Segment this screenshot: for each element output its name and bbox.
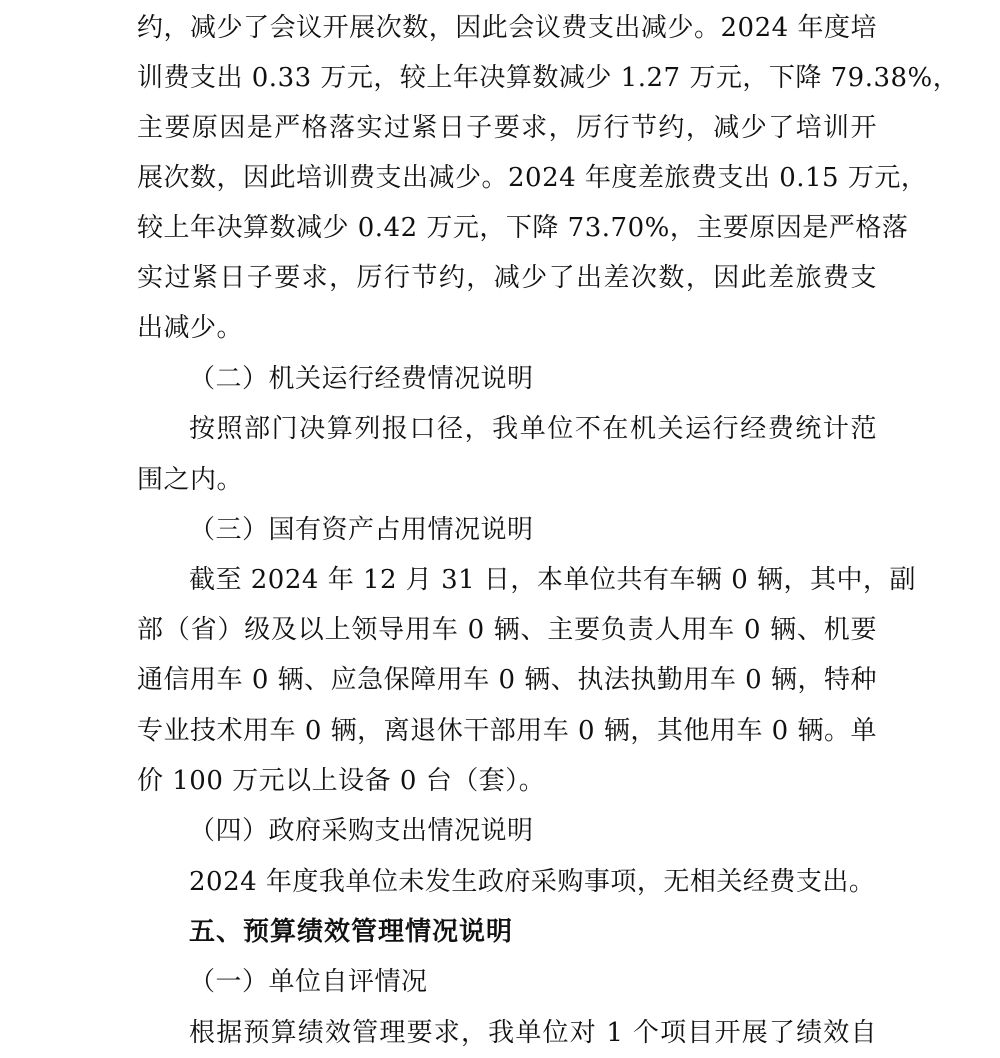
paragraph-line: 截至 2024 年 12 月 31 日，本单位共有车辆 0 辆，其中，副 — [189, 565, 916, 595]
paragraph-line: 约，减少了会议开展次数，因此会议费支出减少。2024 年度培 — [137, 13, 877, 43]
paragraph-line: 按照部门决算列报口径，我单位不在机关运行经费统计范 — [189, 414, 877, 444]
paragraph-line: 2024 年度我单位未发生政府采购事项，无相关经费支出。 — [189, 867, 876, 897]
paragraph-line: 价 100 万元以上设备 0 台（套）。 — [137, 766, 546, 796]
paragraph-line: 训费支出 0.33 万元，较上年决算数减少 1.27 万元，下降 79.38%， — [137, 63, 960, 93]
section-heading: （四）政府采购支出情况说明 — [189, 816, 534, 846]
paragraph-line: 围之内。 — [137, 465, 244, 495]
paragraph-line: 专业技术用车 0 辆，离退休干部用车 0 辆，其他用车 0 辆。单 — [137, 716, 877, 746]
paragraph-line: 较上年决算数减少 0.42 万元，下降 73.70%，主要原因是严格落 — [137, 213, 909, 243]
paragraph-line: 出减少。 — [137, 313, 244, 343]
paragraph-line: 实过紧日子要求，厉行节约，减少了出差次数，因此差旅费支 — [137, 263, 877, 293]
paragraph-line: 根据预算绩效管理要求，我单位对 1 个项目开展了绩效自 — [189, 1018, 877, 1048]
section-heading: （一）单位自评情况 — [189, 967, 428, 997]
section-heading: （二）机关运行经费情况说明 — [189, 364, 534, 394]
paragraph-line: 部（省）级及以上领导用车 0 辆、主要负责人用车 0 辆、机要 — [137, 615, 877, 645]
chapter-heading: 五、预算绩效管理情况说明 — [189, 917, 514, 947]
paragraph-line: 主要原因是严格落实过紧日子要求，厉行节约，减少了培训开 — [137, 113, 877, 143]
paragraph-line: 展次数，因此培训费支出减少。2024 年度差旅费支出 0.15 万元， — [137, 163, 928, 193]
paragraph-line: 通信用车 0 辆、应急保障用车 0 辆、执法执勤用车 0 辆，特种 — [137, 665, 877, 695]
section-heading: （三）国有资产占用情况说明 — [189, 515, 534, 545]
